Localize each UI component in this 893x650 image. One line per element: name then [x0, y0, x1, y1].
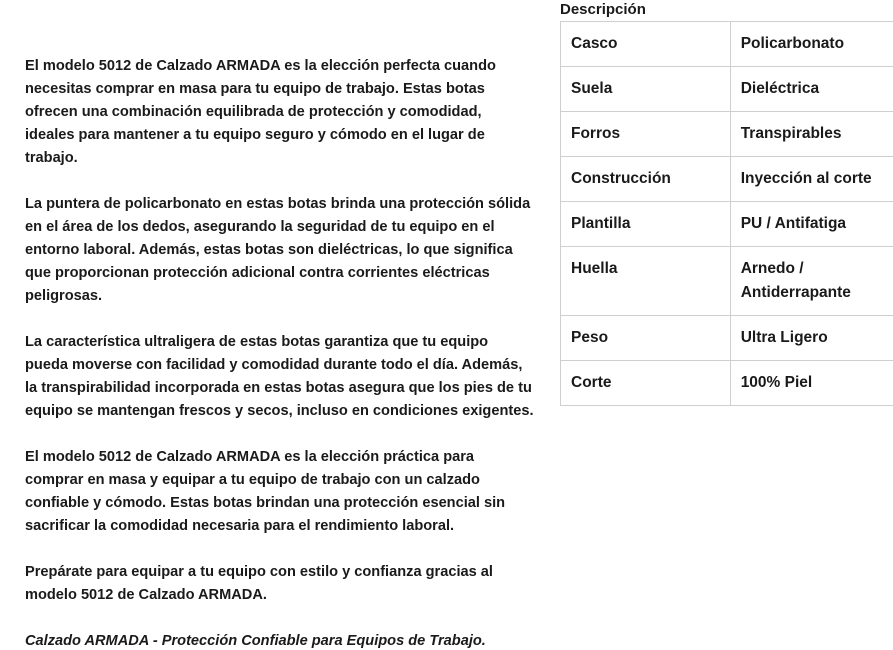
spec-value: PU / Antifatiga — [730, 202, 893, 247]
spec-key: Plantilla — [561, 202, 731, 247]
spec-row — [561, 361, 893, 406]
spec-table-title: Descripción — [560, 1, 646, 18]
spec-key: Construcción — [561, 157, 731, 202]
spec-key: Forros — [561, 112, 731, 157]
spec-key: Casco — [561, 22, 731, 67]
tagline: Calzado ARMADA - Protección Confiable para Equipos de Trabajo. — [25, 633, 486, 649]
spec-key: Corte — [561, 361, 731, 406]
description-paragraph: El modelo 5012 de Calzado ARMADA es la elección práctica para comprar en masa y equipar a tu equipo de trabajo con un calzado confiable y cómodo. Estas botas brindan una protección esencial sin sacrificar la comodidad necesaria para el rendimiento laboral. — [25, 449, 506, 534]
spec-key: Suela — [561, 67, 731, 112]
spec-row — [561, 202, 893, 247]
description-paragraph: La puntera de policarbonato en estas botas brinda una protección sólida en el área de los dedos, asegurando la seguridad de tu equipo en el entorno laboral. Además, estas botas son dieléctricas, lo que significa que proporcionan protección adicional contra corrientes eléctricas peligrosas. — [25, 196, 531, 304]
spec-key: Peso — [561, 316, 731, 361]
spec-value: Dieléctrica — [730, 67, 893, 112]
spec-value: Policarbonato — [730, 22, 893, 67]
spec-value: Arnedo / Antiderrapante — [730, 247, 893, 316]
spec-value: Transpirables — [730, 112, 893, 157]
product-description — [25, 55, 535, 650]
spec-table — [560, 21, 893, 406]
spec-row — [561, 316, 893, 361]
spec-row — [561, 67, 893, 112]
spec-value: Ultra Ligero — [730, 316, 893, 361]
spec-row — [561, 22, 893, 67]
spec-key: Huella — [561, 247, 731, 316]
spec-row — [561, 247, 893, 316]
description-paragraph: Prepárate para equipar a tu equipo con estilo y confianza gracias al modelo 5012 de Calzado ARMADA. — [25, 564, 493, 603]
description-paragraph: El modelo 5012 de Calzado ARMADA es la elección perfecta cuando necesitas comprar en masa para tu equipo de trabajo. Estas botas ofrecen una combinación equilibrada de protección y comodidad, ideales para mantener a tu equipo seguro y cómodo en el lugar de trabajo. — [25, 58, 496, 166]
spec-value: 100% Piel — [730, 361, 893, 406]
spec-row — [561, 112, 893, 157]
spec-value: Inyección al corte — [730, 157, 893, 202]
description-paragraph: La característica ultraligera de estas botas garantiza que tu equipo pueda moverse con facilidad y comodidad durante todo el día. Además, la transpirabilidad incorporada en estas botas asegura que los pies de tu equipo se mantengan frescos y secos, incluso en condiciones exigentes. — [25, 334, 534, 419]
spec-row — [561, 157, 893, 202]
